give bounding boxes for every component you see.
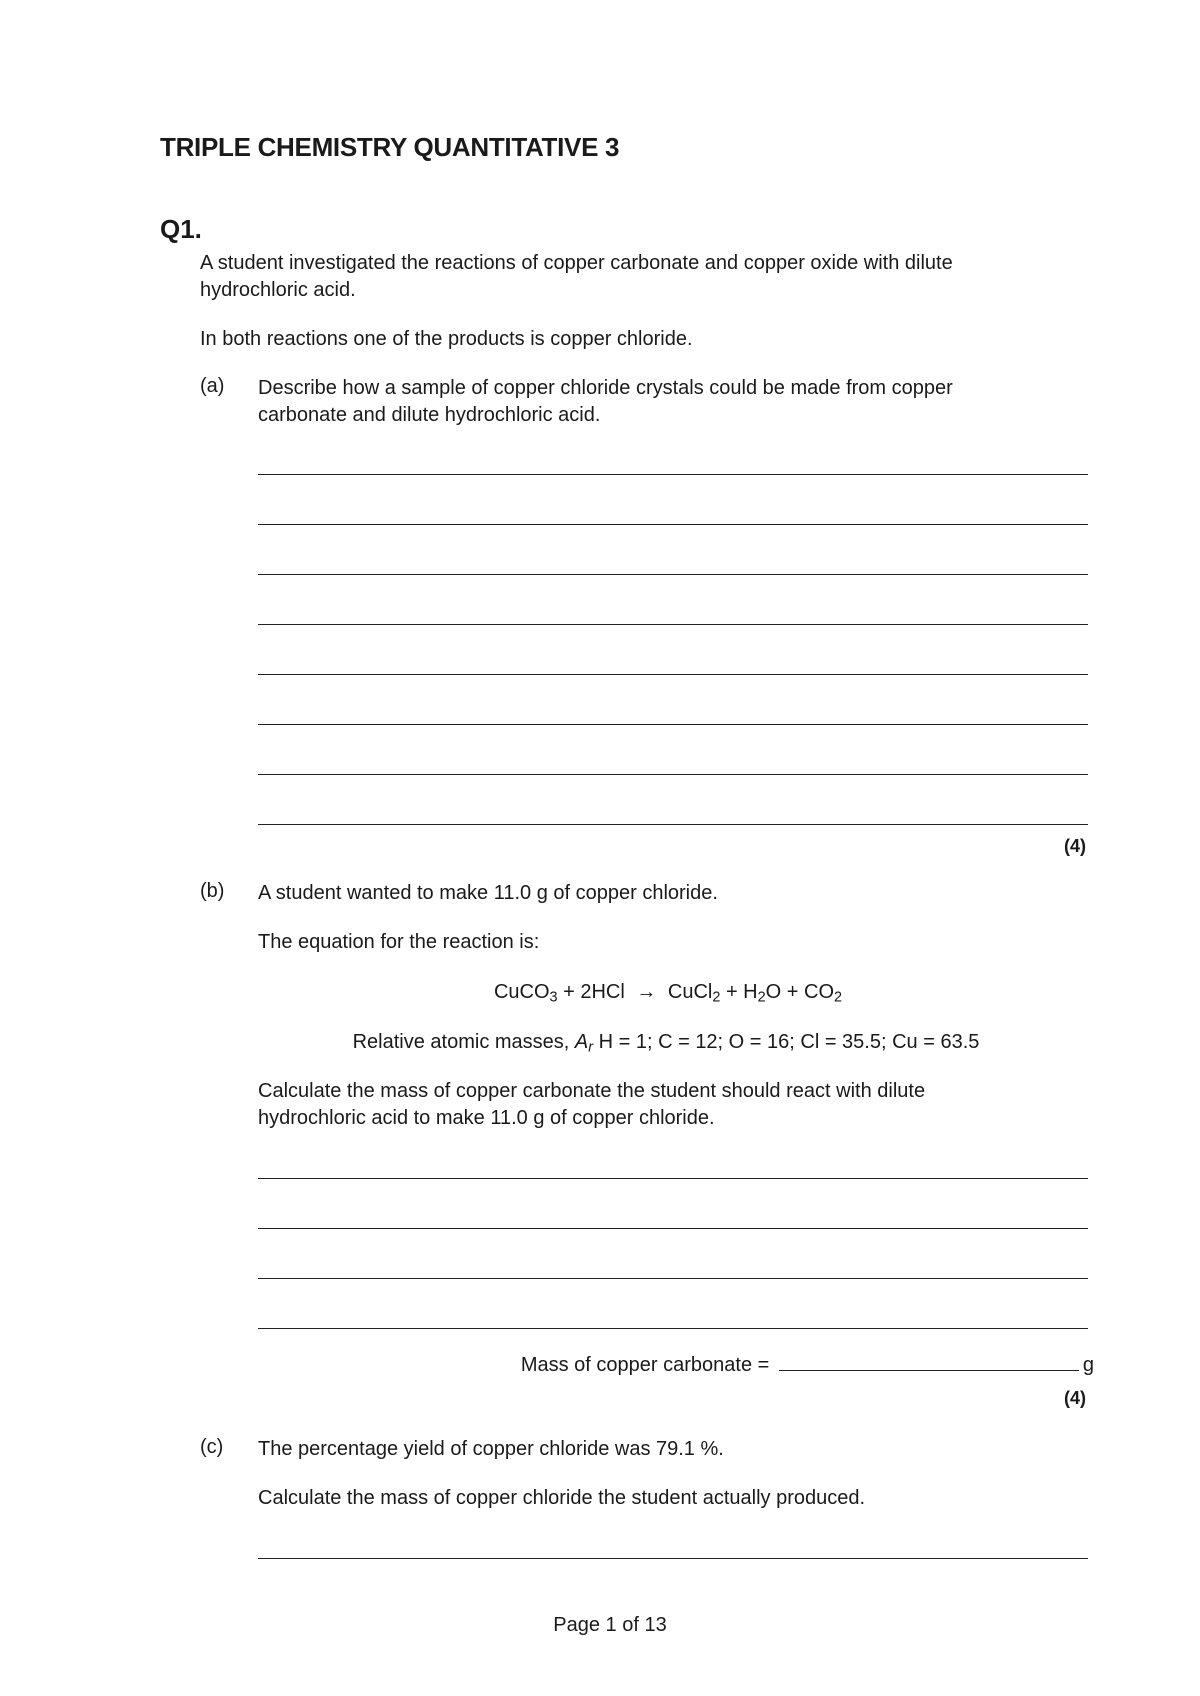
question-number: Q1. [160, 214, 202, 244]
equation-intro: The equation for the reaction is: [258, 931, 540, 953]
answer-line-a8[interactable] [258, 824, 1088, 825]
part-a-text-2: carbonate and dilute hydrochloric acid. [258, 404, 601, 426]
answer-line-a1[interactable] [258, 474, 1088, 475]
part-a-label: (a) [200, 375, 225, 397]
intro-paragraph-2: In both reactions one of the products is copper chloride. [200, 328, 693, 350]
answer-line-a4[interactable] [258, 624, 1088, 625]
part-a-text-1: Describe how a sample of copper chloride crystals could be made from copper [258, 377, 953, 399]
part-b-calc-1: Calculate the mass of copper carbonate the student should react with dilute [258, 1080, 926, 1102]
chemical-equation: CuCO$_3$ + 2HCl → CuCl$_2$ + $H_2O + CO_2$ [493, 981, 843, 1006]
answer-line-b1[interactable] [258, 1178, 1088, 1179]
answer-line-a5[interactable] [258, 674, 1088, 675]
intro-line-2: hydrochloric acid. [200, 279, 356, 301]
part-a-marks: (4) [1064, 836, 1086, 856]
answer-line-b3[interactable] [258, 1278, 1088, 1279]
answer-line-c1[interactable] [258, 1558, 1088, 1559]
relative-atomic-masses: Relative atomic masses, $A_r$ H = 1; C = 12; O = 16; Cl = 35.5; Cu = 63.5 [352, 1031, 980, 1056]
answer-line-a7[interactable] [258, 774, 1088, 775]
part-b-calc-2: hydrochloric acid to make 11.0 g of copper chloride. [258, 1107, 715, 1129]
mass-answer-blank[interactable] [779, 1356, 1079, 1371]
part-b-text: A student wanted to make 11.0 g of copper chloride. [258, 882, 718, 904]
page-footer: Page 1 of 13 [553, 1614, 667, 1636]
answer-line-a6[interactable] [258, 724, 1088, 725]
answer-line-a2[interactable] [258, 524, 1088, 525]
part-c-label: (c) [200, 1436, 224, 1458]
mass-answer-label: Mass of copper carbonate = [520, 1354, 775, 1376]
reaction-arrow: → [636, 981, 657, 1003]
answer-line-a3[interactable] [258, 574, 1088, 575]
mass-answer-row [521, 1352, 1094, 1379]
mass-answer-unit: g [1082, 1354, 1094, 1376]
part-c-calc: Calculate the mass of copper chloride the student actually produced. [258, 1487, 866, 1509]
page-title: TRIPLE CHEMISTRY QUANTITATIVE 3 [160, 132, 620, 162]
answer-line-b4[interactable] [258, 1328, 1088, 1329]
part-b-marks: (4) [1064, 1388, 1086, 1408]
part-b-label: (b) [200, 880, 225, 902]
intro-line-1: A student investigated the reactions of copper carbonate and copper oxide with dilute [200, 252, 953, 274]
answer-line-b2[interactable] [258, 1228, 1088, 1229]
part-c-text: The percentage yield of copper chloride was 79.1 %. [258, 1438, 724, 1460]
